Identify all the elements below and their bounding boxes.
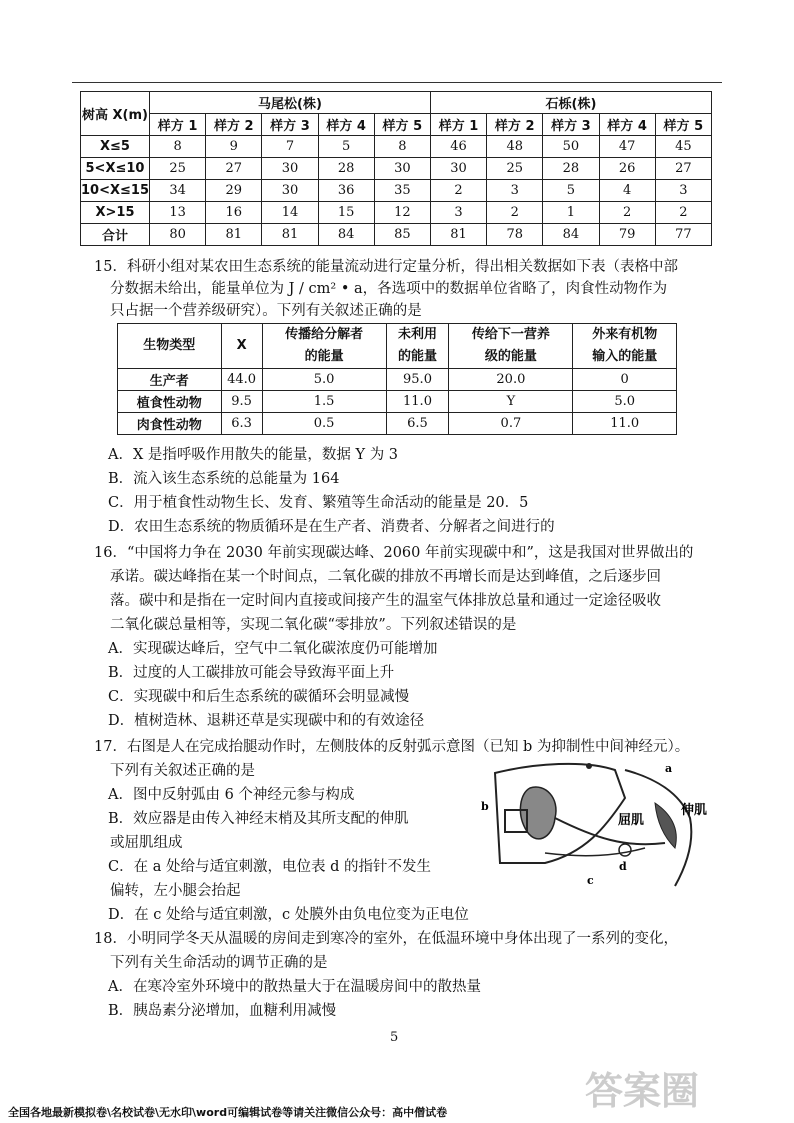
table1-sample-header: 样方 1 — [150, 114, 206, 136]
table1-cell: 46 — [430, 136, 486, 158]
table1-row — [81, 224, 712, 246]
page-number: 5 — [390, 1030, 399, 1045]
table1-cell: 79 — [599, 224, 655, 246]
table1-row — [81, 136, 712, 158]
table1-cell: 12 — [374, 202, 430, 224]
table2-cell: 9.5 — [221, 391, 262, 413]
fig-label-c: c — [587, 874, 594, 887]
table2-header: X — [221, 324, 262, 369]
table1-cell: 1 — [543, 202, 599, 224]
afferent-nerve — [625, 770, 691, 886]
watermark-logo: 答案圈 — [585, 1069, 700, 1113]
fig-label-b: b — [481, 800, 489, 813]
table1-cell: 30 — [430, 158, 486, 180]
table1-cell: 30 — [262, 180, 318, 202]
table1-cell: 26 — [599, 158, 655, 180]
q16-option-c: C．实现碳中和后生态系统的碳循环会明显减慢 — [108, 689, 410, 705]
table1-row — [81, 180, 712, 202]
q17-option-d: D．在 c 处给与适宜刺激，c 处膜外由负电位变为正电位 — [108, 907, 469, 923]
table1-sample-header: 样方 2 — [206, 114, 262, 136]
table2-cell: 5.0 — [573, 391, 677, 413]
fig-label-extensor: 伸肌 — [681, 803, 708, 818]
q16-line3: 落。碳中和是指在一定时间内直接或间接产生的温室气体排放总量和通过一定途径吸收 — [110, 593, 661, 609]
table1-cell: 78 — [487, 224, 543, 246]
table1-row-label: 5<X≤10 — [81, 158, 150, 180]
q17-option-c-2: 偏转，左小腿会抬起 — [110, 883, 241, 899]
q16-option-b: B．过度的人工碳排放可能会导致海平面上升 — [108, 665, 395, 681]
fig-label-flexor: 屈肌 — [618, 813, 645, 828]
q17-line1: 17．右图是人在完成抬腿动作时，左侧肢体的反射弧示意图（已知 b 为抑制性中间神经元）。 — [94, 739, 690, 755]
q15-option-b: B．流入该生态系统的总能量为 164 — [108, 471, 340, 487]
q17-option-b-1: B．效应器是由传入神经末梢及其所支配的伸肌 — [108, 811, 409, 827]
table1-group2: 石栎(株) — [430, 92, 711, 114]
table2-row-label: 植食性动物 — [118, 391, 222, 413]
table1-cell: 3 — [430, 202, 486, 224]
table1-cell: 2 — [430, 180, 486, 202]
table2-cell: 20.0 — [449, 369, 573, 391]
table1-cell: 5 — [318, 136, 374, 158]
table1-cell: 81 — [430, 224, 486, 246]
table1-cell: 2 — [487, 202, 543, 224]
table1-sample-header: 样方 3 — [543, 114, 599, 136]
table1-cell: 81 — [206, 224, 262, 246]
q17-option-c-1: C．在 a 处给与适宜刺激，电位表 d 的指针不发生 — [108, 859, 431, 875]
table2-cell: 0 — [573, 369, 677, 391]
table2-header: 生物类型 — [118, 324, 222, 369]
table1-sample-header: 样方 4 — [318, 114, 374, 136]
table1-cell: 30 — [374, 158, 430, 180]
q18-option-b: B．胰岛素分泌增加，血糖利用减慢 — [108, 1003, 337, 1019]
fig-label-d: d — [619, 860, 627, 873]
table2-header: 未利用 的能量 — [386, 324, 449, 369]
table2-cell: 6.5 — [386, 413, 449, 435]
q18-line2: 下列有关生命活动的调节正确的是 — [110, 955, 328, 971]
table2-cell: 44.0 — [221, 369, 262, 391]
table1-sample-header: 样方 5 — [655, 114, 711, 136]
table1-cell: 25 — [150, 158, 206, 180]
table1-sample-header: 样方 2 — [487, 114, 543, 136]
table2-cell: Y — [449, 391, 573, 413]
table1-cell: 16 — [206, 202, 262, 224]
table1-cell: 15 — [318, 202, 374, 224]
table2-cell: 0.5 — [262, 413, 386, 435]
table2-cell: 0.7 — [449, 413, 573, 435]
table1-cell: 45 — [655, 136, 711, 158]
table1-row-label: 合计 — [81, 224, 150, 246]
table1-cell: 13 — [150, 202, 206, 224]
q16-line1: 16．“中国将力争在 2030 年前实现碳达峰、2060 年前实现碳中和”，这是我国对世界做出的 — [94, 545, 694, 561]
table2-header: 外来有机物 输入的能量 — [573, 324, 677, 369]
q17-line2: 下列有关叙述正确的是 — [110, 763, 255, 779]
q15-line2: 分数据未给出，能量单位为 J / cm² • a，各选项中的数据单位省略了，肉食性动物作为 — [110, 281, 668, 297]
table1-cell: 14 — [262, 202, 318, 224]
table1-cell: 80 — [150, 224, 206, 246]
table1-cell: 85 — [374, 224, 430, 246]
table2-cell: 5.0 — [262, 369, 386, 391]
table1-sample-header: 样方 4 — [599, 114, 655, 136]
table2-cell: 11.0 — [573, 413, 677, 435]
muscle-extensor — [655, 803, 676, 848]
table1-sample-header: 样方 5 — [374, 114, 430, 136]
table1-cell: 30 — [262, 158, 318, 180]
q18-line1: 18．小明同学冬天从温暖的房间走到寒冷的室外，在低温环境中身体出现了一系列的变化， — [94, 931, 678, 947]
table1-cell: 7 — [262, 136, 318, 158]
table1-row — [81, 202, 712, 224]
q17-option-a: A．图中反射弧由 6 个神经元参与构成 — [108, 787, 355, 803]
q16-line2: 承诺。碳达峰指在某一个时间点，二氧化碳的排放不再增长而是达到峰值，之后逐步回 — [110, 569, 661, 585]
table2-row-label: 生产者 — [118, 369, 222, 391]
table1-cell: 2 — [599, 202, 655, 224]
table1-cell: 2 — [655, 202, 711, 224]
q16-option-d: D．植树造林、退耕还草是实现碳中和的有效途径 — [108, 713, 425, 729]
table2-cell: 95.0 — [386, 369, 449, 391]
tree-height-table — [80, 91, 712, 246]
table2-cell: 11.0 — [386, 391, 449, 413]
table2-cell: 1.5 — [262, 391, 386, 413]
table1-cell: 84 — [543, 224, 599, 246]
table2-header: 传给下一营养 级的能量 — [449, 324, 573, 369]
q15-option-d: D．农田生态系统的物质循环是在生产者、消费者、分解者之间进行的 — [108, 519, 555, 535]
table1-cell: 8 — [374, 136, 430, 158]
table1-cell: 36 — [318, 180, 374, 202]
fig-label-a: a — [665, 762, 673, 775]
table2-cell: 6.3 — [221, 413, 262, 435]
q15-option-c: C．用于植食性动物生长、发育、繁殖等生命活动的能量是 20．5 — [108, 495, 529, 511]
table1-sample-header: 样方 1 — [430, 114, 486, 136]
table1-sample-header: 样方 3 — [262, 114, 318, 136]
table1-cell: 48 — [487, 136, 543, 158]
table1-cell: 81 — [262, 224, 318, 246]
q18-option-a: A．在寒冷室外环境中的散热量大于在温暖房间中的散热量 — [108, 979, 481, 995]
table1-cell: 5 — [543, 180, 599, 202]
table1-group1: 马尾松(株) — [150, 92, 431, 114]
table2-row — [118, 413, 677, 435]
table1-cell: 25 — [487, 158, 543, 180]
table1-cell: 29 — [206, 180, 262, 202]
energy-flow-table — [117, 323, 677, 435]
table1-cell: 27 — [655, 158, 711, 180]
q15-option-a: A．X 是指呼吸作用散失的能量，数据 Y 为 3 — [108, 447, 399, 463]
table1-cell: 77 — [655, 224, 711, 246]
table2-header: 传播给分解者 的能量 — [262, 324, 386, 369]
table2-row — [118, 369, 677, 391]
stimulus-point — [586, 763, 592, 769]
table1-cell: 4 — [599, 180, 655, 202]
table2-row-label: 肉食性动物 — [118, 413, 222, 435]
q16-option-a: A．实现碳达峰后，空气中二氧化碳浓度仍可能增加 — [108, 641, 438, 657]
table1-cell: 28 — [318, 158, 374, 180]
table1-cell: 9 — [206, 136, 262, 158]
spinal-cord-outline — [495, 764, 625, 863]
table1-row-label: X>15 — [81, 202, 150, 224]
table1-cell: 47 — [599, 136, 655, 158]
table1-cell: 27 — [206, 158, 262, 180]
q16-line4: 二氧化碳总量相等，实现二氧化碳“零排放”。下列叙述错误的是 — [110, 617, 517, 633]
table1-row-label: 10<X≤15 — [81, 180, 150, 202]
header-rule — [72, 82, 722, 83]
q15-line1: 15．科研小组对某农田生态系统的能量流动进行定量分析，得出相关数据如下表（表格中部 — [94, 259, 678, 275]
table1-cell: 3 — [487, 180, 543, 202]
q15-line3: 只占据一个营养级研究）。下列有关叙述正确的是 — [110, 303, 422, 319]
table1-row-label: X≤5 — [81, 136, 150, 158]
table2-row — [118, 391, 677, 413]
table1-row — [81, 158, 712, 180]
voltmeter-d — [619, 844, 631, 856]
table1-cell: 28 — [543, 158, 599, 180]
footer-notice: 全国各地最新模拟卷\名校试卷\无水印\word可编辑试卷等请关注微信公众号：高中僧试卷 — [8, 1106, 448, 1119]
table1-cell: 34 — [150, 180, 206, 202]
efferent-nerve — [555, 818, 665, 844]
table1-cell: 50 — [543, 136, 599, 158]
table1-cell: 35 — [374, 180, 430, 202]
table1-corner: 树高 X(m) — [81, 92, 150, 136]
table1-cell: 8 — [150, 136, 206, 158]
table1-cell: 84 — [318, 224, 374, 246]
reflex-arc-diagram — [475, 758, 715, 888]
q17-option-b-2: 或屈肌组成 — [110, 835, 183, 851]
table1-cell: 3 — [655, 180, 711, 202]
